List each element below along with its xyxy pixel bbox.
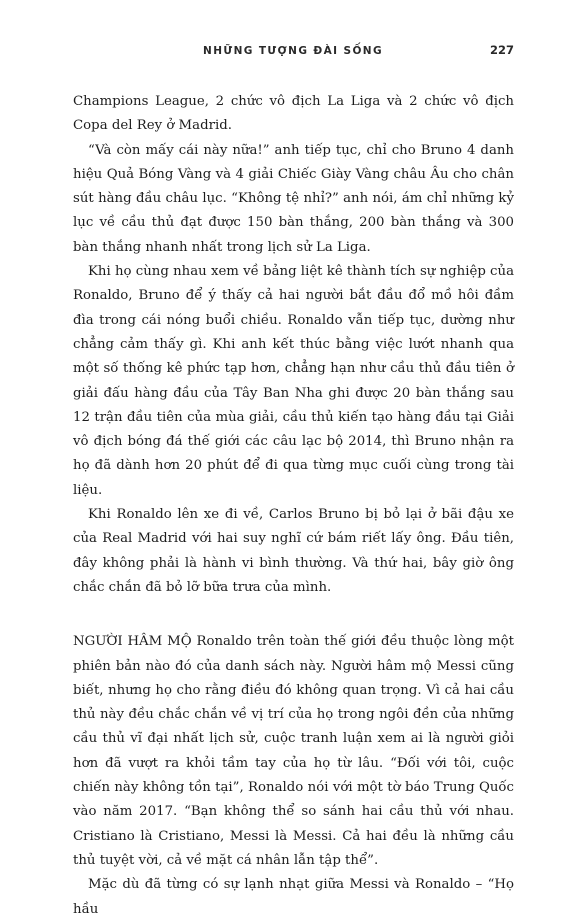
body-text: [73, 90, 514, 922]
page-number: 227: [489, 43, 514, 57]
paragraph-2: “Và còn mấy cái này nữa!” anh tiếp tục, chỉ cho Bruno 4 danh hiệu Quả Bóng Vàng và 4 giải Chiếc Giày Vàng châu Âu cho chân sút hàng đầu châu lục. “Không tệ nhỉ?” anh nói, ám chỉ những kỷ lục về cầu thủ đạt được 150 bàn thắng, 200 bàn thắng và 300 bàn thắng nhanh nhất trong lịch sử La Liga.: [73, 142, 514, 255]
paragraph-1: Champions League, 2 chức vô địch La Liga và 2 chức vô địch Copa del Rey ở Madrid.: [73, 94, 514, 134]
running-head: [72, 42, 514, 62]
section-opening-paragraph: NGƯỜI HÂM MỘ Ronaldo trên toàn thế giới đều thuộc lòng một phiên bản nào đó của danh sách này. Người hâm mộ Messi cũng biết, nhưng họ cho rằng điều đó không quan trọng. Vì cả hai cầu thủ này đều chắc chắn về vị trí của họ trong ngôi đền của những cầu thủ vĩ đại nhất lịch sử, cuộc tranh luận xem ai là người giỏi hơn đã vượt ra khỏi tầm tay của họ từ lâu. “Đối với tôi, cuộc chiến này không tồn tại”, Ronaldo nói với một tờ báo Trung Quốc vào năm 2017. “Bạn không thể so sánh hai cầu thủ với nhau. Cristiano là Cristiano, Messi là Messi. Cả hai đều là những cầu thủ tuyệt vời, cả về mặt cá nhân lẫn tập thể”.: [73, 634, 514, 868]
paragraph-4: Khi Ronaldo lên xe đi về, Carlos Bruno bị bỏ lại ở bãi đậu xe của Real Madrid với hai suy nghĩ cứ bám riết lấy ông. Đầu tiên, đây không phải là hành vi bình thường. Và thứ hai, bây giờ ông chắc chắn đã bỏ lỡ bữa trưa của mình.: [73, 507, 514, 595]
paragraph-6: Mặc dù đã từng có sự lạnh nhạt giữa Messi và Ronaldo – “Họ hầu: [73, 877, 514, 917]
chapter-title: NHỮNG TƯỢNG ĐÀI SỐNG: [203, 45, 383, 57]
paragraph-3: Khi họ cùng nhau xem về bảng liệt kê thành tích sự nghiệp của Ronaldo, Bruno để ý thấy cả hai người bắt đầu đổ mồ hôi đầm đìa trong cái nóng buổi chiều. Ronaldo vẫn tiếp tục, dường như chẳng cảm thấy gì. Khi anh kết thúc bằng việc lướt nhanh qua một số thống kê phức tạp hơn, chẳng hạn như cầu thủ đầu tiên ở giải đấu hàng đầu của Tây Ban Nha ghi được 20 bàn thắng sau 12 trận đầu tiên của mùa giải, cầu thủ kiến tạo hàng đầu tại Giải vô địch bóng đá thế giới các câu lạc bộ 2014, thì Bruno nhận ra họ đã dành hơn 20 phút để đi qua từng mục cuối cùng trong tài liệu.: [73, 264, 514, 498]
